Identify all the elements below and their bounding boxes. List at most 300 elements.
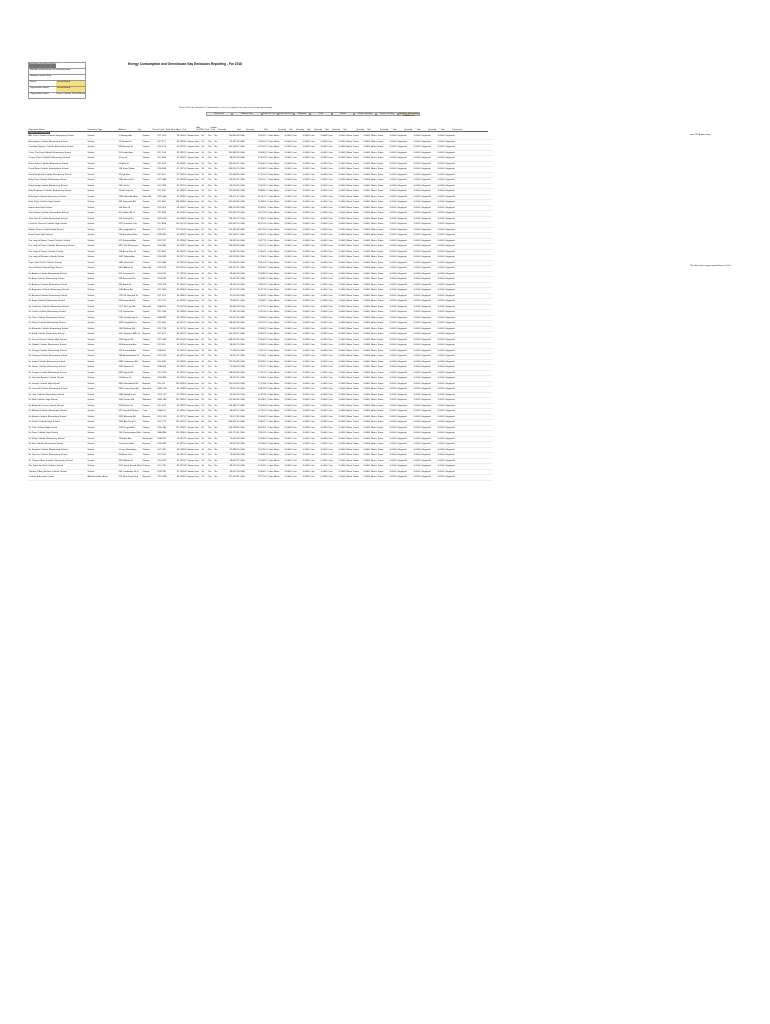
table-cell[interactable]: Cubic Metre xyxy=(267,448,280,451)
table-cell[interactable]: Litre xyxy=(292,442,299,448)
table-cell[interactable]: 0.0000 xyxy=(408,222,421,228)
table-cell[interactable]: 0.0000 xyxy=(335,244,346,250)
table-cell[interactable]: Gigajoule xyxy=(421,443,431,446)
table-cell[interactable]: 0.0000 xyxy=(335,150,346,156)
table-cell[interactable]: 0.0000 xyxy=(317,398,328,404)
table-cell[interactable]: Litre xyxy=(292,321,299,327)
table-cell[interactable]: 0.0000 xyxy=(384,255,397,261)
table-cell[interactable]: Litre xyxy=(310,211,317,217)
table-cell[interactable]: St. Philip Catholic Elementary School xyxy=(28,436,87,442)
table-cell[interactable]: 0.0000 xyxy=(317,145,328,151)
table-cell[interactable]: 0.0000 xyxy=(281,156,292,162)
table-cell[interactable]: Metric Tonne xyxy=(346,245,359,248)
table-cell[interactable]: 37 1995.6 xyxy=(170,172,187,178)
table-cell[interactable]: Gigajoule xyxy=(397,382,407,385)
table-cell[interactable]: No xyxy=(214,453,221,459)
table-cell[interactable]: 0.0000 xyxy=(335,310,346,316)
table-cell[interactable]: Cubic Metre xyxy=(267,201,280,204)
table-cell[interactable]: No xyxy=(208,304,214,310)
table-cell[interactable]: Litre xyxy=(328,359,335,365)
table-cell[interactable]: Gigajoule xyxy=(421,261,431,264)
table-cell[interactable]: K0A 2P0 xyxy=(157,304,170,310)
table-cell[interactable]: 0.0000 xyxy=(281,425,292,431)
table-cell[interactable]: Jean Vanier Catholic Intermediate School xyxy=(28,211,87,217)
table-cell[interactable]: Square feet xyxy=(187,150,201,156)
table-cell[interactable]: 0.0000 xyxy=(317,332,328,338)
table-cell[interactable]: 34 1973.5 xyxy=(170,326,187,332)
table-cell[interactable]: 201 Crestway Dr xyxy=(118,271,142,277)
table-cell[interactable]: 127,903.48 xyxy=(221,189,240,195)
table-cell[interactable]: 102 1985.2 xyxy=(170,398,187,404)
table-cell[interactable]: 32 1975.0 xyxy=(170,442,187,448)
table-cell[interactable]: Cubic Metre xyxy=(267,355,280,358)
table-cell[interactable]: Manotick xyxy=(142,398,157,404)
table-cell[interactable]: 60 xyxy=(201,205,208,211)
table-cell[interactable]: Cubic Metre xyxy=(267,173,280,176)
table-cell[interactable]: 0.0000 xyxy=(384,288,397,294)
table-cell[interactable]: Lester B. Pearson Catholic High School xyxy=(28,222,87,228)
table-cell[interactable]: Cubic Metre xyxy=(267,267,280,270)
table-cell[interactable]: Gigajoule xyxy=(445,261,455,264)
table-cell[interactable]: Corpus Christi Catholic Elementary School xyxy=(28,156,87,162)
table-cell[interactable]: 0.0000 xyxy=(408,464,421,470)
table-cell[interactable]: 0.0000 xyxy=(408,293,421,299)
table-cell[interactable]: Litre xyxy=(292,464,299,470)
table-cell[interactable]: No xyxy=(214,326,221,332)
table-cell[interactable]: kWh xyxy=(240,156,249,162)
table-cell[interactable]: 75,040.28 xyxy=(221,436,240,442)
table-cell[interactable]: No xyxy=(208,326,214,332)
table-cell[interactable]: kWh xyxy=(240,200,249,206)
table-cell[interactable]: Gigajoule xyxy=(445,311,455,314)
table-cell[interactable]: 118 1986.5 xyxy=(170,200,187,206)
table-cell[interactable]: K1G 5N7 xyxy=(157,458,170,464)
table-cell[interactable]: Ottawa xyxy=(142,453,157,459)
table-cell[interactable]: Metric Tonne xyxy=(370,404,384,407)
table-cell[interactable]: 50 xyxy=(201,414,208,420)
table-cell[interactable]: 742,518.33 xyxy=(221,381,240,387)
table-cell[interactable]: 15,024.9 xyxy=(249,183,267,189)
table-cell[interactable]: 18,889.3 xyxy=(249,189,267,195)
table-cell[interactable]: Gigajoule xyxy=(397,256,407,259)
table-cell[interactable]: Cubic Metre xyxy=(267,212,280,215)
table-cell[interactable]: St. Michael Catholic Elementary School xyxy=(28,409,87,415)
table-cell[interactable]: kWh xyxy=(240,167,249,173)
table-cell[interactable]: 0.0000 xyxy=(317,420,328,426)
table-cell[interactable]: 112 1968.1 xyxy=(170,425,187,431)
table-cell[interactable]: 0.0000 xyxy=(299,365,310,371)
table-cell[interactable]: K2C 2V8 xyxy=(157,326,170,332)
table-cell[interactable]: Gigajoule xyxy=(445,294,455,297)
table-cell[interactable]: Ottawa xyxy=(142,348,157,354)
table-cell[interactable]: 1722 St. Bernard St xyxy=(118,293,142,299)
table-cell[interactable]: Litre xyxy=(328,167,335,173)
table-cell[interactable]: K2G 6Z3 xyxy=(157,271,170,277)
table-cell[interactable]: 0.0000 xyxy=(432,271,445,277)
table-cell[interactable]: No xyxy=(208,288,214,294)
table-cell[interactable]: 0.0000 xyxy=(359,167,370,173)
table-cell[interactable]: kWh xyxy=(240,178,249,184)
table-cell[interactable]: 0.0000 xyxy=(384,381,397,387)
table-cell[interactable]: Gigajoule xyxy=(445,245,455,248)
table-cell[interactable]: Square feet xyxy=(187,365,201,371)
table-cell[interactable]: Litre xyxy=(328,453,335,459)
table-cell[interactable]: Litre xyxy=(292,326,299,332)
table-cell[interactable]: Nepean xyxy=(142,227,157,233)
table-cell[interactable]: Metric Tonne xyxy=(346,162,359,165)
table-cell[interactable]: Metric Tonne xyxy=(370,294,384,297)
table-cell[interactable]: School xyxy=(87,238,118,244)
table-cell[interactable]: 500 Chapman Mills Dr xyxy=(118,333,141,336)
table-cell[interactable]: Litre xyxy=(292,216,299,222)
table-cell[interactable]: 0.0000 xyxy=(299,376,310,382)
table-cell[interactable]: 231,607.19 xyxy=(221,211,240,217)
table-cell[interactable]: 50 xyxy=(201,304,208,310)
table-cell[interactable]: 0.0000 xyxy=(317,134,328,139)
table-cell[interactable]: Metric Tonne xyxy=(370,410,384,413)
table-cell[interactable]: Litre xyxy=(292,475,299,481)
meta-value[interactable]: School Board xyxy=(56,81,85,86)
table-cell[interactable]: Litre xyxy=(328,260,335,266)
table-cell[interactable]: Metric Tonne xyxy=(370,426,384,429)
table-cell[interactable]: Cubic Metre xyxy=(267,410,280,413)
table-cell[interactable]: 0.0000 xyxy=(299,222,310,228)
table-cell[interactable]: 0.0000 xyxy=(384,178,397,184)
table-cell[interactable]: 0.0000 xyxy=(432,282,445,288)
table-cell[interactable]: Ottawa xyxy=(142,205,157,211)
table-cell[interactable]: Square feet xyxy=(187,409,201,415)
table-cell[interactable]: Litre xyxy=(292,293,299,299)
table-cell[interactable]: 0.0000 xyxy=(317,453,328,459)
table-cell[interactable]: No xyxy=(208,403,214,409)
table-cell[interactable]: 6 Hobin St xyxy=(118,161,142,167)
table-cell[interactable]: 15,306.1 xyxy=(249,354,267,360)
table-cell[interactable]: 20,307.5 xyxy=(249,332,267,338)
table-cell[interactable]: 0.0000 xyxy=(384,200,397,206)
table-cell[interactable]: Gigajoule xyxy=(421,223,431,226)
table-cell[interactable]: kWh xyxy=(240,260,249,266)
table-cell[interactable]: Gigajoule xyxy=(421,448,431,451)
table-cell[interactable]: School xyxy=(87,194,118,200)
table-cell[interactable]: Metric Tonne xyxy=(370,388,384,391)
table-cell[interactable]: No xyxy=(214,161,221,167)
table-cell[interactable]: No xyxy=(214,315,221,321)
table-cell[interactable]: 0.0000 xyxy=(317,365,328,371)
table-cell[interactable]: St. Clare Catholic Elementary School xyxy=(28,315,87,321)
table-cell[interactable]: No xyxy=(214,376,221,382)
table-cell[interactable]: K1T 3J6 xyxy=(157,447,170,453)
table-cell[interactable]: 0.0000 xyxy=(335,304,346,310)
table-cell[interactable]: kWh xyxy=(240,387,249,393)
table-cell[interactable]: 0.0000 xyxy=(408,310,421,316)
table-cell[interactable]: 0.0000 xyxy=(317,178,328,184)
table-cell[interactable]: Metric Tonne xyxy=(370,250,384,253)
table-cell[interactable]: Litre xyxy=(310,326,317,332)
table-cell[interactable]: School xyxy=(87,376,118,382)
table-cell[interactable]: Gigajoule xyxy=(421,459,431,462)
table-cell[interactable]: 19,011.8 xyxy=(249,321,267,327)
table-cell[interactable]: 0.0000 xyxy=(359,453,370,459)
table-cell[interactable]: 0.0000 xyxy=(408,189,421,195)
table-cell[interactable]: Metric Tonne xyxy=(346,388,359,391)
table-cell[interactable]: Metric Tonne xyxy=(346,168,359,171)
table-cell[interactable]: 0.0000 xyxy=(317,260,328,266)
table-cell[interactable]: Litre xyxy=(310,398,317,404)
table-cell[interactable]: School xyxy=(87,282,118,288)
table-cell[interactable]: 0.0000 xyxy=(281,266,292,272)
table-cell[interactable]: 0.0000 xyxy=(299,409,310,415)
table-cell[interactable]: 0.0000 xyxy=(359,227,370,233)
table-cell[interactable]: 128 2004.9 xyxy=(170,337,187,343)
table-cell[interactable]: 34 1979.7 xyxy=(170,458,187,464)
table-cell[interactable]: Litre xyxy=(292,398,299,404)
table-cell[interactable]: Metric Tonne xyxy=(370,371,384,374)
table-cell[interactable]: Square feet xyxy=(187,271,201,277)
table-cell[interactable]: Litre xyxy=(292,227,299,233)
table-cell[interactable]: Litre xyxy=(310,403,317,409)
table-cell[interactable]: Our Lady of Wisdom Catholic School xyxy=(28,255,87,261)
table-cell[interactable]: 0.0000 xyxy=(432,387,445,393)
table-cell[interactable]: 69,741.9 xyxy=(249,227,267,233)
table-cell[interactable]: Gigajoule xyxy=(397,223,407,226)
table-cell[interactable]: Cubic Metre xyxy=(267,300,280,303)
table-cell[interactable]: 0.0000 xyxy=(384,145,397,151)
table-cell[interactable]: Richmond xyxy=(142,436,157,442)
table-cell[interactable]: Gigajoule xyxy=(421,146,431,149)
table-cell[interactable]: Litre xyxy=(328,420,335,426)
table-cell[interactable]: No xyxy=(208,343,214,349)
table-cell[interactable]: 0.0000 xyxy=(384,370,397,376)
table-cell[interactable]: Litre xyxy=(292,409,299,415)
table-cell[interactable]: 22,715.6 xyxy=(249,475,267,481)
table-cell[interactable]: K2J 3R9 xyxy=(157,211,170,217)
table-cell[interactable]: 0.0000 xyxy=(299,189,310,195)
table-cell[interactable]: Metric Tonne xyxy=(370,278,384,281)
table-cell[interactable]: 50 xyxy=(201,392,208,398)
table-cell[interactable]: 27 1966.4 xyxy=(170,409,187,415)
table-cell[interactable]: 29 1974.2 xyxy=(170,436,187,442)
table-cell[interactable]: Litre xyxy=(310,392,317,398)
table-cell[interactable]: No xyxy=(214,260,221,266)
table-cell[interactable]: Gigajoule xyxy=(445,393,455,396)
table-cell[interactable]: Ottawa xyxy=(142,255,157,261)
table-cell[interactable]: kWh xyxy=(240,381,249,387)
table-cell[interactable]: Cubic Metre xyxy=(267,234,280,237)
table-cell[interactable]: 60 xyxy=(201,431,208,437)
table-cell[interactable]: Litre xyxy=(292,194,299,200)
table-cell[interactable]: 264,915.73 xyxy=(221,167,240,173)
table-cell[interactable]: Litre xyxy=(310,332,317,338)
table-cell[interactable]: 0.0000 xyxy=(317,216,328,222)
table-cell[interactable]: Litre xyxy=(310,282,317,288)
table-cell[interactable]: Metric Tonne xyxy=(370,212,384,215)
table-cell[interactable]: 0.0000 xyxy=(384,464,397,470)
table-cell[interactable]: Litre xyxy=(328,255,335,261)
table-cell[interactable]: Litre xyxy=(310,167,317,173)
table-cell[interactable]: Metric Tonne xyxy=(370,459,384,462)
table-cell[interactable]: kWh xyxy=(240,354,249,360)
table-cell[interactable]: Square feet xyxy=(187,381,201,387)
table-cell[interactable]: kWh xyxy=(240,222,249,228)
table-cell[interactable]: School xyxy=(87,387,118,393)
table-cell[interactable]: 0.0000 xyxy=(335,183,346,189)
table-cell[interactable]: No xyxy=(208,409,214,415)
table-cell[interactable]: No xyxy=(214,409,221,415)
table-cell[interactable]: 0.0000 xyxy=(299,475,310,481)
table-cell[interactable]: Litre xyxy=(292,178,299,184)
table-cell[interactable]: 0.0000 xyxy=(408,365,421,371)
meta-value[interactable] xyxy=(56,75,85,80)
table-cell[interactable]: 3333 Greenbank Rd xyxy=(118,381,142,387)
table-cell[interactable]: Cubic Metre xyxy=(267,432,280,435)
table-cell[interactable]: Metric Tonne xyxy=(346,278,359,281)
table-cell[interactable]: No xyxy=(208,469,214,475)
table-cell[interactable]: Litre xyxy=(292,271,299,277)
table-cell[interactable]: 50 xyxy=(201,310,208,316)
table-cell[interactable]: 0.0000 xyxy=(335,354,346,360)
table-cell[interactable]: 0.0000 xyxy=(432,150,445,156)
table-cell[interactable]: St. Emily Catholic Elementary School xyxy=(28,332,87,338)
table-cell[interactable]: 0.0000 xyxy=(281,211,292,217)
table-cell[interactable]: kWh xyxy=(240,271,249,277)
table-cell[interactable]: 98,732.21 xyxy=(221,376,240,382)
table-cell[interactable]: Square feet xyxy=(187,200,201,206)
table-cell[interactable]: 0.0000 xyxy=(335,381,346,387)
table-cell[interactable]: 2525 Alta Vista Dr xyxy=(118,420,142,426)
table-cell[interactable]: Gigajoule xyxy=(397,206,407,209)
table-cell[interactable]: 0.0000 xyxy=(432,304,445,310)
table-cell[interactable]: 60 xyxy=(201,337,208,343)
table-cell[interactable]: kWh xyxy=(240,447,249,453)
table-cell[interactable]: 18,205.3 xyxy=(249,359,267,365)
table-cell[interactable]: School xyxy=(87,134,118,139)
table-cell[interactable]: Litre xyxy=(310,172,317,178)
table-cell[interactable]: Litre xyxy=(292,403,299,409)
table-cell[interactable]: 75 McCurdy Dr xyxy=(118,189,142,195)
table-cell[interactable]: Gigajoule xyxy=(445,157,455,160)
table-cell[interactable]: Gigajoule xyxy=(397,311,407,314)
table-cell[interactable]: Litre xyxy=(328,436,335,442)
table-cell[interactable]: Litre xyxy=(292,310,299,316)
table-cell[interactable]: Nepean xyxy=(142,376,157,382)
table-cell[interactable]: St. John the Apostle Catholic School xyxy=(28,376,87,382)
table-cell[interactable]: 0.0000 xyxy=(299,414,310,420)
table-cell[interactable]: 13,384.7 xyxy=(249,299,267,305)
table-cell[interactable]: Metric Tonne xyxy=(370,245,384,248)
table-cell[interactable]: Cubic Metre xyxy=(267,327,280,330)
table-cell[interactable]: No xyxy=(208,365,214,371)
table-cell[interactable]: Nepean xyxy=(142,321,157,327)
table-cell[interactable]: Litre xyxy=(292,337,299,343)
table-cell[interactable]: 598,631.06 xyxy=(221,420,240,426)
table-cell[interactable]: St. Luke Catholic Elementary School xyxy=(28,392,87,398)
table-cell[interactable]: 38,740.6 xyxy=(249,167,267,173)
table-cell[interactable]: Litre xyxy=(328,376,335,382)
table-cell[interactable]: 0.0000 xyxy=(281,134,292,139)
table-cell[interactable]: 0.0000 xyxy=(281,387,292,393)
table-cell[interactable]: No xyxy=(214,420,221,426)
table-cell[interactable]: 11,301.4 xyxy=(249,409,267,415)
table-cell[interactable]: 0.0000 xyxy=(432,442,445,448)
table-cell[interactable]: Square feet xyxy=(187,139,201,145)
table-cell[interactable]: No xyxy=(214,293,221,299)
table-cell[interactable]: No xyxy=(214,337,221,343)
table-cell[interactable]: 0.0000 xyxy=(432,288,445,294)
table-cell[interactable]: 0.0000 xyxy=(317,436,328,442)
table-cell[interactable]: Litre xyxy=(328,414,335,420)
table-cell[interactable]: K1H 6M1 xyxy=(157,255,170,261)
table-cell[interactable]: kWh xyxy=(240,321,249,327)
table-cell[interactable]: Litre xyxy=(292,453,299,459)
table-cell[interactable]: Litre xyxy=(292,266,299,272)
table-cell[interactable]: Metric Tonne xyxy=(346,371,359,374)
table-cell[interactable]: K2S 1X4 xyxy=(157,266,170,272)
table-cell[interactable]: Cubic Metre xyxy=(267,360,280,363)
table-cell[interactable]: Litre xyxy=(292,156,299,162)
table-cell[interactable]: Gigajoule xyxy=(445,333,455,336)
table-cell[interactable]: 0.0000 xyxy=(384,282,397,288)
table-cell[interactable]: 0.0000 xyxy=(408,194,421,200)
table-cell[interactable]: 0.0000 xyxy=(281,233,292,239)
table-cell[interactable]: 0.0000 xyxy=(359,315,370,321)
table-cell[interactable]: 0.0000 xyxy=(335,436,346,442)
table-cell[interactable]: Gigajoule xyxy=(421,305,431,308)
table-cell[interactable]: kWh xyxy=(240,469,249,475)
table-cell[interactable]: Gigajoule xyxy=(421,157,431,160)
table-cell[interactable]: Gigajoule xyxy=(421,201,431,204)
table-cell[interactable]: 0.0000 xyxy=(384,238,397,244)
table-cell[interactable]: School xyxy=(87,370,118,376)
table-cell[interactable]: No xyxy=(214,359,221,365)
table-cell[interactable]: Litre xyxy=(310,200,317,206)
table-cell[interactable]: 86,302.74 xyxy=(221,343,240,349)
table-cell[interactable]: 0.0000 xyxy=(335,172,346,178)
table-cell[interactable]: 0.0000 xyxy=(384,172,397,178)
table-cell[interactable]: 21,357.2 xyxy=(249,194,267,200)
table-cell[interactable]: Square feet xyxy=(187,425,201,431)
table-cell[interactable]: 40 1969.8 xyxy=(170,178,187,184)
table-cell[interactable]: Litre xyxy=(310,431,317,437)
table-cell[interactable]: School xyxy=(87,403,118,409)
table-cell[interactable]: Litre xyxy=(310,376,317,382)
table-cell[interactable]: Metric Tonne xyxy=(346,355,359,358)
table-cell[interactable]: No xyxy=(208,227,214,233)
table-cell[interactable]: Gigajoule xyxy=(397,250,407,253)
table-cell[interactable]: Ottawa xyxy=(142,271,157,277)
table-cell[interactable]: Litre xyxy=(292,233,299,239)
table-cell[interactable]: 3877 Old Richmond xyxy=(118,244,142,250)
table-cell[interactable]: Gigajoule xyxy=(397,146,407,149)
table-cell[interactable]: 0.0000 xyxy=(317,431,328,437)
table-cell[interactable]: No xyxy=(208,387,214,393)
table-cell[interactable]: Cubic Metre xyxy=(267,476,280,479)
table-cell[interactable]: Metric Tonne xyxy=(346,448,359,451)
table-cell[interactable]: kWh xyxy=(240,343,249,349)
table-cell[interactable]: St. Anne Catholic Elementary School xyxy=(28,277,87,283)
table-cell[interactable]: Metric Tonne xyxy=(370,190,384,193)
table-cell[interactable]: 24,066.0 xyxy=(249,161,267,167)
table-cell[interactable]: No xyxy=(208,442,214,448)
table-cell[interactable]: 0.0000 xyxy=(432,469,445,475)
table-cell[interactable]: 1485 Heron Rd xyxy=(118,178,142,184)
table-cell[interactable] xyxy=(456,475,493,481)
table-cell[interactable]: 0.0000 xyxy=(384,161,397,167)
table-cell[interactable]: Nepean xyxy=(142,244,157,250)
table-cell[interactable]: kWh xyxy=(240,453,249,459)
table-cell[interactable]: K1V 6A6 xyxy=(157,260,170,266)
table-cell[interactable]: No xyxy=(208,293,214,299)
table-cell[interactable]: 19,452.7 xyxy=(249,134,267,139)
